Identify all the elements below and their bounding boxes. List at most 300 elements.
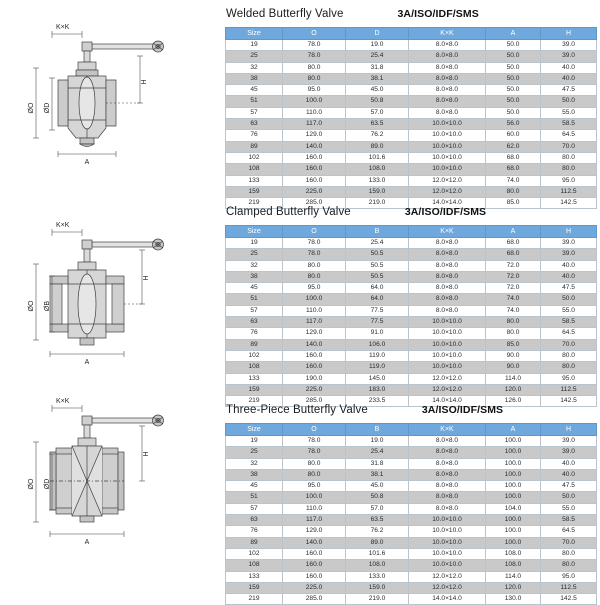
cell-size: 89 <box>226 537 283 548</box>
table-row <box>226 571 597 582</box>
cell-o: 80.0 <box>283 260 346 271</box>
cell-kxk: 10.0×10.0 <box>409 515 486 526</box>
cell-kxk: 10.0×10.0 <box>409 152 486 163</box>
cell-d: 76.2 <box>346 526 409 537</box>
cell-kxk: 8.0×8.0 <box>409 294 486 305</box>
cell-o: 80.0 <box>283 271 346 282</box>
dimension-label-h: H <box>143 275 150 281</box>
cell-kxk: 8.0×8.0 <box>409 62 486 73</box>
cell-size: 32 <box>226 458 283 469</box>
cell-a: 50.0 <box>486 40 541 51</box>
cell-h: 40.0 <box>541 469 597 480</box>
cell-d: 64.0 <box>346 283 409 294</box>
cell-size: 102 <box>226 350 283 361</box>
cell-a: 100.0 <box>486 515 541 526</box>
table-row <box>226 317 597 328</box>
cell-d: 57.0 <box>346 503 409 514</box>
cell-a: 50.0 <box>486 96 541 107</box>
table-row <box>226 305 597 316</box>
dimension-label-h: H <box>143 451 150 457</box>
cell-d: 101.6 <box>346 152 409 163</box>
cell-size: 25 <box>226 249 283 260</box>
three-piece-butterfly-valve-drawing <box>6 398 220 594</box>
cell-d: 19.0 <box>346 436 409 447</box>
cell-o: 160.0 <box>283 548 346 559</box>
cell-d: 219.0 <box>346 594 409 605</box>
cell-h: 95.0 <box>541 373 597 384</box>
cell-o: 160.0 <box>283 571 346 582</box>
cell-size: 25 <box>226 447 283 458</box>
table-header-row <box>226 28 597 40</box>
table-column-clamped <box>225 206 596 407</box>
cell-d: 119.0 <box>346 350 409 361</box>
cell-o: 225.0 <box>283 582 346 593</box>
table-row <box>226 582 597 593</box>
cell-a: 85.0 <box>486 339 541 350</box>
cell-kxk: 8.0×8.0 <box>409 107 486 118</box>
table-column-welded <box>225 8 596 209</box>
table-row <box>226 119 597 130</box>
cell-d: 19.0 <box>346 40 409 51</box>
col-header-kxk: K×K <box>409 424 486 436</box>
col-header-b: B <box>346 424 409 436</box>
cell-size: 32 <box>226 260 283 271</box>
cell-o: 78.0 <box>283 436 346 447</box>
cell-d: 89.0 <box>346 141 409 152</box>
cell-h: 55.0 <box>541 503 597 514</box>
cell-kxk: 8.0×8.0 <box>409 283 486 294</box>
cell-d: 91.0 <box>346 328 409 339</box>
cell-o: 78.0 <box>283 447 346 458</box>
header-row <box>226 28 597 40</box>
cell-o: 95.0 <box>283 283 346 294</box>
cell-d: 25.4 <box>346 447 409 458</box>
cell-size: 76 <box>226 130 283 141</box>
cell-a: 50.0 <box>486 62 541 73</box>
cell-o: 78.0 <box>283 40 346 51</box>
dimension-label-kxk: K×K <box>56 398 70 405</box>
cell-kxk: 10.0×10.0 <box>409 548 486 559</box>
drawing-column-clamped <box>6 206 220 396</box>
cell-a: 72.0 <box>486 283 541 294</box>
cell-a: 130.0 <box>486 594 541 605</box>
header-row <box>226 226 597 238</box>
cell-d: 38.1 <box>346 73 409 84</box>
cell-a: 100.0 <box>486 481 541 492</box>
col-header-kxk: K×K <box>409 28 486 40</box>
cell-kxk: 14.0×14.0 <box>409 594 486 605</box>
table-row <box>226 130 597 141</box>
cell-a: 108.0 <box>486 560 541 571</box>
table-row <box>226 73 597 84</box>
cell-h: 50.0 <box>541 492 597 503</box>
cell-d: 50.5 <box>346 260 409 271</box>
col-header-size: Size <box>226 424 283 436</box>
cell-a: 90.0 <box>486 362 541 373</box>
dimension-label-a: A <box>84 159 90 166</box>
cell-d: 119.0 <box>346 362 409 373</box>
cell-o: 117.0 <box>283 317 346 328</box>
table-body-clamped <box>226 238 597 407</box>
cell-h: 40.0 <box>541 260 597 271</box>
cell-size: 38 <box>226 271 283 282</box>
table-heading-clamped <box>225 206 596 223</box>
table-row <box>226 141 597 152</box>
cell-a: 100.0 <box>486 492 541 503</box>
cell-size: 57 <box>226 107 283 118</box>
cell-size: 76 <box>226 328 283 339</box>
valve-section-welded <box>0 8 600 207</box>
cell-o: 100.0 <box>283 96 346 107</box>
col-header-h: H <box>541 424 597 436</box>
cell-kxk: 10.0×10.0 <box>409 119 486 130</box>
cell-o: 80.0 <box>283 73 346 84</box>
cell-d: 108.0 <box>346 164 409 175</box>
cell-a: 62.0 <box>486 141 541 152</box>
cell-o: 140.0 <box>283 537 346 548</box>
table-row <box>226 526 597 537</box>
cell-kxk: 10.0×10.0 <box>409 362 486 373</box>
cell-o: 160.0 <box>283 560 346 571</box>
cell-kxk: 10.0×10.0 <box>409 317 486 328</box>
cell-size: 133 <box>226 571 283 582</box>
cell-d: 89.0 <box>346 537 409 548</box>
cell-size: 51 <box>226 492 283 503</box>
dimension-label-bore-diameter: ØD <box>44 478 51 490</box>
cell-kxk: 14.0×14.0 <box>409 198 486 209</box>
cell-size: 63 <box>226 515 283 526</box>
cell-a: 68.0 <box>486 164 541 175</box>
dimension-label-bore-diameter: ØB <box>44 300 51 312</box>
dimension-label-inner-diameter: ØD <box>44 102 51 114</box>
cell-a: 108.0 <box>486 548 541 559</box>
cell-o: 80.0 <box>283 469 346 480</box>
col-header-a: A <box>486 28 541 40</box>
table-row <box>226 294 597 305</box>
cell-h: 95.0 <box>541 571 597 582</box>
cell-d: 31.8 <box>346 458 409 469</box>
table-row <box>226 515 597 526</box>
cell-h: 55.0 <box>541 107 597 118</box>
cell-size: 63 <box>226 119 283 130</box>
cell-d: 45.0 <box>346 481 409 492</box>
cell-h: 142.5 <box>541 396 597 407</box>
cell-kxk: 14.0×14.0 <box>409 396 486 407</box>
cell-size: 57 <box>226 305 283 316</box>
cell-kxk: 10.0×10.0 <box>409 130 486 141</box>
cell-kxk: 12.0×12.0 <box>409 582 486 593</box>
cell-d: 76.2 <box>346 130 409 141</box>
cell-a: 68.0 <box>486 249 541 260</box>
cell-size: 63 <box>226 317 283 328</box>
dimension-label-a: A <box>84 359 90 366</box>
dimension-label-outer-diameter: ØO <box>28 102 35 114</box>
cell-a: 100.0 <box>486 537 541 548</box>
cell-h: 70.0 <box>541 141 597 152</box>
cell-a: 100.0 <box>486 447 541 458</box>
col-header-a: A <box>486 424 541 436</box>
cell-d: 25.4 <box>346 238 409 249</box>
table-row <box>226 186 597 197</box>
spec-table-clamped <box>225 225 597 407</box>
cell-o: 100.0 <box>283 294 346 305</box>
cell-h: 47.5 <box>541 481 597 492</box>
cell-h: 58.5 <box>541 317 597 328</box>
cell-d: 63.5 <box>346 119 409 130</box>
cell-kxk: 10.0×10.0 <box>409 339 486 350</box>
cell-kxk: 8.0×8.0 <box>409 73 486 84</box>
cell-a: 56.0 <box>486 119 541 130</box>
cell-d: 106.0 <box>346 339 409 350</box>
cell-h: 112.5 <box>541 384 597 395</box>
cell-o: 110.0 <box>283 305 346 316</box>
cell-d: 31.8 <box>346 62 409 73</box>
cell-o: 78.0 <box>283 51 346 62</box>
header-row <box>226 424 597 436</box>
cell-a: 120.0 <box>486 384 541 395</box>
cell-size: 133 <box>226 175 283 186</box>
cell-h: 70.0 <box>541 339 597 350</box>
cell-d: 45.0 <box>346 85 409 96</box>
cell-a: 114.0 <box>486 571 541 582</box>
cell-o: 225.0 <box>283 384 346 395</box>
cell-a: 50.0 <box>486 107 541 118</box>
cell-size: 51 <box>226 96 283 107</box>
cell-size: 57 <box>226 503 283 514</box>
table-row <box>226 62 597 73</box>
table-body-welded <box>226 40 597 209</box>
cell-h: 39.0 <box>541 436 597 447</box>
cell-a: 50.0 <box>486 73 541 84</box>
cell-kxk: 8.0×8.0 <box>409 469 486 480</box>
col-header-a: A <box>486 226 541 238</box>
cell-o: 140.0 <box>283 141 346 152</box>
cell-d: 50.5 <box>346 271 409 282</box>
table-row <box>226 560 597 571</box>
cell-h: 55.0 <box>541 305 597 316</box>
cell-h: 50.0 <box>541 294 597 305</box>
clamped-butterfly-valve-drawing <box>6 206 220 396</box>
cell-h: 70.0 <box>541 537 597 548</box>
cell-d: 38.1 <box>346 469 409 480</box>
cell-d: 159.0 <box>346 582 409 593</box>
table-heading-three-piece <box>225 404 596 421</box>
cell-h: 112.5 <box>541 186 597 197</box>
cell-a: 120.0 <box>486 582 541 593</box>
table-row <box>226 436 597 447</box>
cell-d: 133.0 <box>346 571 409 582</box>
cell-h: 80.0 <box>541 362 597 373</box>
cell-kxk: 10.0×10.0 <box>409 328 486 339</box>
cell-h: 40.0 <box>541 271 597 282</box>
cell-h: 80.0 <box>541 560 597 571</box>
cell-o: 190.0 <box>283 373 346 384</box>
cell-a: 85.0 <box>486 198 541 209</box>
col-header-size: Size <box>226 28 283 40</box>
cell-kxk: 8.0×8.0 <box>409 40 486 51</box>
cell-a: 104.0 <box>486 503 541 514</box>
table-row <box>226 238 597 249</box>
col-header-h: H <box>541 226 597 238</box>
cell-size: 45 <box>226 481 283 492</box>
cell-size: 45 <box>226 85 283 96</box>
table-row <box>226 328 597 339</box>
valve-section-clamped <box>0 206 600 405</box>
cell-o: 160.0 <box>283 362 346 373</box>
table-row <box>226 548 597 559</box>
cell-a: 50.0 <box>486 85 541 96</box>
cell-size: 159 <box>226 582 283 593</box>
cell-a: 80.0 <box>486 317 541 328</box>
cell-d: 133.0 <box>346 175 409 186</box>
cell-kxk: 8.0×8.0 <box>409 271 486 282</box>
table-row <box>226 362 597 373</box>
col-header-size: Size <box>226 226 283 238</box>
table-row <box>226 594 597 605</box>
table-row <box>226 373 597 384</box>
cell-size: 38 <box>226 73 283 84</box>
cell-size: 219 <box>226 594 283 605</box>
cell-o: 129.0 <box>283 130 346 141</box>
cell-d: 108.0 <box>346 560 409 571</box>
cell-o: 160.0 <box>283 152 346 163</box>
cell-size: 102 <box>226 548 283 559</box>
cell-h: 80.0 <box>541 548 597 559</box>
table-row <box>226 51 597 62</box>
table-column-three-piece <box>225 404 596 605</box>
cell-size: 89 <box>226 339 283 350</box>
cell-h: 64.5 <box>541 526 597 537</box>
table-row <box>226 492 597 503</box>
cell-h: 80.0 <box>541 164 597 175</box>
cell-o: 129.0 <box>283 526 346 537</box>
cell-h: 142.5 <box>541 594 597 605</box>
cell-kxk: 12.0×12.0 <box>409 384 486 395</box>
cell-d: 219.0 <box>346 198 409 209</box>
dimension-label-outer-diameter: ØO <box>28 300 35 312</box>
cell-h: 47.5 <box>541 283 597 294</box>
cell-o: 110.0 <box>283 107 346 118</box>
col-header-o: O <box>283 28 346 40</box>
drawing-column-three-piece <box>6 398 220 594</box>
cell-size: 219 <box>226 396 283 407</box>
table-row <box>226 469 597 480</box>
table-row <box>226 350 597 361</box>
cell-h: 80.0 <box>541 350 597 361</box>
table-title: Three-Piece Butterfly Valve <box>226 404 368 416</box>
cell-a: 100.0 <box>486 526 541 537</box>
welded-butterfly-valve-drawing <box>6 8 220 198</box>
table-row <box>226 481 597 492</box>
cell-d: 50.8 <box>346 492 409 503</box>
cell-a: 72.0 <box>486 271 541 282</box>
cell-d: 57.0 <box>346 107 409 118</box>
cell-a: 100.0 <box>486 458 541 469</box>
cell-size: 102 <box>226 152 283 163</box>
cell-o: 129.0 <box>283 328 346 339</box>
cell-h: 142.5 <box>541 198 597 209</box>
cell-o: 100.0 <box>283 492 346 503</box>
cell-a: 114.0 <box>486 373 541 384</box>
cell-h: 39.0 <box>541 40 597 51</box>
cell-a: 74.0 <box>486 175 541 186</box>
col-header-kxk: K×K <box>409 226 486 238</box>
table-row <box>226 458 597 469</box>
table-header-row <box>226 424 597 436</box>
cell-d: 77.5 <box>346 305 409 316</box>
table-row <box>226 503 597 514</box>
cell-a: 68.0 <box>486 238 541 249</box>
cell-h: 39.0 <box>541 238 597 249</box>
cell-a: 50.0 <box>486 51 541 62</box>
cell-o: 110.0 <box>283 503 346 514</box>
cell-kxk: 8.0×8.0 <box>409 481 486 492</box>
cell-size: 159 <box>226 384 283 395</box>
cell-o: 117.0 <box>283 119 346 130</box>
cell-o: 95.0 <box>283 481 346 492</box>
table-standard: 3A/ISO/IDF/SMS <box>421 404 504 416</box>
cell-size: 38 <box>226 469 283 480</box>
table-row <box>226 249 597 260</box>
cell-h: 40.0 <box>541 73 597 84</box>
cell-d: 64.0 <box>346 294 409 305</box>
col-header-b: B <box>346 226 409 238</box>
cell-kxk: 10.0×10.0 <box>409 164 486 175</box>
cell-d: 25.4 <box>346 51 409 62</box>
cell-kxk: 10.0×10.0 <box>409 350 486 361</box>
cell-size: 108 <box>226 164 283 175</box>
cell-kxk: 8.0×8.0 <box>409 492 486 503</box>
cell-kxk: 10.0×10.0 <box>409 141 486 152</box>
cell-size: 19 <box>226 40 283 51</box>
cell-h: 95.0 <box>541 175 597 186</box>
dimension-label-outer-diameter: ØO <box>28 478 35 490</box>
cell-o: 140.0 <box>283 339 346 350</box>
table-standard: 3A/ISO/IDF/SMS <box>404 206 487 218</box>
cell-o: 160.0 <box>283 175 346 186</box>
cell-o: 160.0 <box>283 350 346 361</box>
cell-h: 39.0 <box>541 51 597 62</box>
cell-o: 225.0 <box>283 186 346 197</box>
col-header-o: O <box>283 424 346 436</box>
cell-kxk: 8.0×8.0 <box>409 436 486 447</box>
cell-d: 233.5 <box>346 396 409 407</box>
cell-a: 80.0 <box>486 328 541 339</box>
cell-size: 25 <box>226 51 283 62</box>
table-row <box>226 107 597 118</box>
cell-d: 101.6 <box>346 548 409 559</box>
cell-o: 78.0 <box>283 238 346 249</box>
cell-d: 183.0 <box>346 384 409 395</box>
cell-h: 40.0 <box>541 62 597 73</box>
table-title: Clamped Butterfly Valve <box>226 206 351 218</box>
cell-kxk: 8.0×8.0 <box>409 458 486 469</box>
cell-h: 58.5 <box>541 515 597 526</box>
cell-o: 95.0 <box>283 85 346 96</box>
cell-size: 219 <box>226 198 283 209</box>
table-body-three-piece <box>226 436 597 605</box>
cell-a: 68.0 <box>486 152 541 163</box>
cell-kxk: 8.0×8.0 <box>409 85 486 96</box>
cell-h: 39.0 <box>541 249 597 260</box>
cell-h: 47.5 <box>541 85 597 96</box>
spec-table-three-piece <box>225 423 597 605</box>
cell-a: 74.0 <box>486 294 541 305</box>
table-row <box>226 152 597 163</box>
cell-kxk: 12.0×12.0 <box>409 373 486 384</box>
cell-o: 80.0 <box>283 62 346 73</box>
dimension-label-kxk: K×K <box>56 24 70 31</box>
